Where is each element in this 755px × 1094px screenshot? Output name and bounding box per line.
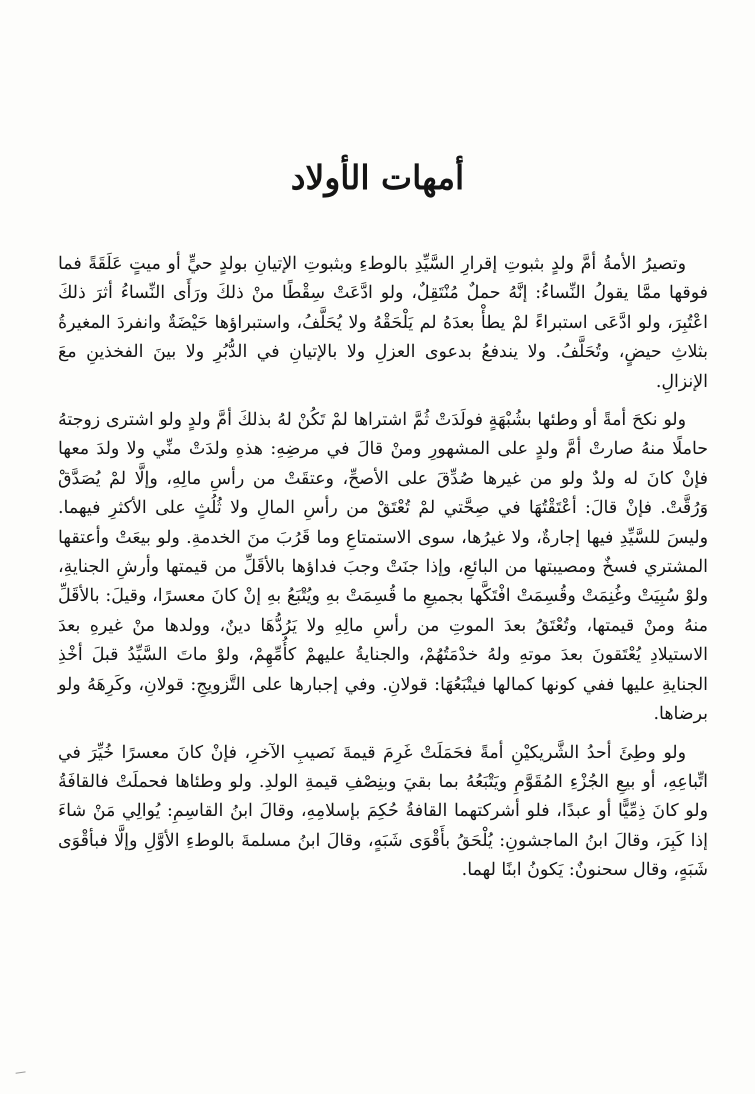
paragraph-marriage-and-rulings: ولو نكحَ أمةً أو وطئها بشُبْهَةٍ فولَدَتْ ثُمَّ اشتراها لمْ تَكُنْ لهُ بذلكَ أمَّ ولدٍ ولو اشترى زوجتهُ حاملًا منهُ صارتْ أمَّ ولدٍ على المشهورِ ومنْ قالَ في مرضِهِ: هذهِ ولدَتْ منِّي ولا ولدَ معها فإنْ كانَ له ولدٌ ولو من غيرها صُدِّقَ على الأصحِّ، وعتقَتْ من رأسِ مالِهِ، وإلَّا لمْ يُصَدَّقْ وَرُقَّتْ. فإنْ قالَ: أعْتَقْتُهَا في صِحَّتي لمْ تُعْتَقْ من رأسِ المالِ ولا ثُلُثٍ على الأكثرِ فيهما. وليسَ للسَّيِّدِ فيها إجارةٌ، ولا غيرُها، سوى الاستمتاعِ وما قَرُبَ منَ الخدمةِ. ولو بيعَتْ وأعتقها المشتري فسخٌ ومصيبتها من البائعِ، وإذا جنَتْ وجبَ فداؤها بالأقَلِّ من قيمتها وأرشِ الجنايةِ، ولوْ سُبِيَتْ وغُنِمَتْ وقُسِمَتْ افْتَكَّها بجميعِ ما قُسِمَتْ بهِ ويُتْبَعُ بهِ إنْ كانَ معسرًا، وقيلَ: بالأقَلِّ منهُ ومنْ قيمتها، وتُعْتَقُ بعدَ الموتِ من رأسِ مالِهِ ولا يَرُدُّهَا دينٌ، وولدها منْ غيرهِ بعدَ الاستيلادِ يُعْتَقونَ بعدَ موتهِ ولهُ خدْمَتُهُمْ، والجنايةُ عليهمْ كأُمِّهِمْ، ولوْ ماتَ السَّيِّدُ قبلَ أخْذِ الجنايةِ عليها ففي كونها كمالها فيتْبَعُهَا: قولانِ. وفي إجبارها على التَّزويجِ: قولانِ، وكَرِهَهُ ولو برضاها. [58, 410, 708, 725]
chapter-body [58, 250, 708, 886]
chapter-title: أمهات الأولاد [290, 158, 465, 198]
scan-artifact-mark [16, 1071, 27, 1079]
paragraph-umm-walad-definition: وتصيرُ الأمةُ أمَّ ولدٍ بثبوتِ إقرارِ السَّيِّدِ بالوطءِ وبثبوتِ الإتيانِ بولدٍ حيٍّ أو ميتٍ عَلَقَةً فما فوقها ممَّا يقولُ النِّساءُ: إنَّهُ حملٌ مُنْتَقِلٌ، ولو ادَّعَتْ سِقْطًا منْ ذلكَ ورَأَى النِّساءُ أثرَ ذلكَ اعْتُبِرَ، ولو ادَّعَى استبراءً لمْ يطأْ بعدَهُ لم يَلْحَقْهُ ولا يُحَلَّفُ، واستبراؤها حَيْضَةٌ وانفردَ المغيرةُ بثلاثِ حيضٍ، وتُحَلَّفُ. ولا يندفعُ بدعوى العزلِ ولا بالإتيانِ في الدُّبُرِ ولا بينَ الفخذينِ معَ الإنزالِ. [58, 254, 708, 392]
paragraph-shared-ownership: ولو وطِئَ أحدُ الشَّريكيْنِ أمةً فحَمَلَتْ غَرِمَ قيمةَ نَصيبِ الآخرِ، فإنْ كانَ معسرًا خُيِّرَ في اتِّباعِهِ، أو بيعِ الجُزْءِ المُقَوَّمِ ويَتْبَعُهُ بما بقيَ وبنِصْفِ قيمةِ الولدِ. ولو وطئاها فحملَتْ فالقافَةُ ولو كانَ ذِمِّيًّا أو عبدًا، فلو أشركتهما القافةُ حُكِمَ بإسلامِهِ، وقالَ ابنُ القاسِمِ: يُوالِي مَنْ شاءَ إذا كَبِرَ، وقالَ ابنُ الماجشونِ: يُلْحَقُ بأَقْوَى شَبَهٍ، وقالَ ابنُ مسلمةَ بالوطءِ الأوَّلِ وإلَّا فبأقْوَى شَبَهٍ، وقال سحنونٌ: يَكونُ ابنًا لهما. [58, 742, 708, 881]
